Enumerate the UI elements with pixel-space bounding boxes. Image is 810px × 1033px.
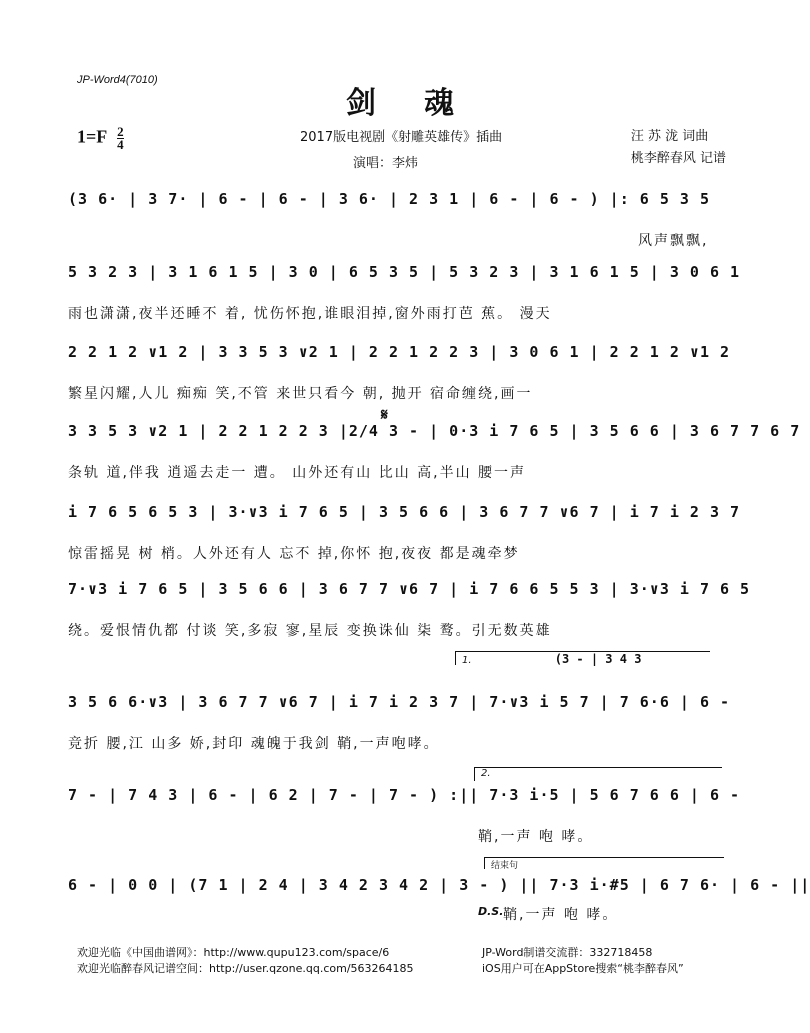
- staff-lyrics: 惊雷摇晃 树 梢。人外还有人 忘不 掉,你怀 抱,夜夜 都是魂牵梦: [68, 546, 520, 562]
- credit-lyrics: 汪 苏 泷 词曲: [630, 129, 709, 144]
- footer-ios: iOS用户可在AppStore搜索“桃李醉春风”: [482, 962, 684, 975]
- staff-2: [68, 263, 741, 355]
- staff-lyrics: 雨也潇潇,夜半还睡不 着, 忧伤怀抱,谁眼泪掉,窗外雨打芭 蕉。 漫天: [68, 306, 552, 322]
- volta-1-intro: (3 - | 3 4 3: [554, 652, 642, 666]
- ds-mark: D.S.: [478, 905, 504, 918]
- staff-notes: i 7 6 5 6 5 3 | 3·∨3 i 7 6 5 | 3 5 6 6 | 3 6 7 7 ∨6 7 | i 7 i 2 3 7: [68, 503, 741, 521]
- staff-notes: 2 2 1 2 ∨1 2 | 3 3 5 3 ∨2 1 | 2 2 1 2 2 3 | 3 0 6 1 | 2 2 1 2 ∨1 2: [68, 343, 731, 361]
- segno-mark: 𝄋: [381, 405, 388, 424]
- staff-4: [68, 422, 801, 514]
- footer-group: JP-Word制谱交流群：332718458: [482, 946, 653, 959]
- staff-notes: (3 6· | 3 7· | 6 - | 6 - | 3 6· | 2 3 1 | 6 - | 6 - ) |: 6 5 3 5: [68, 190, 710, 208]
- staff-lyrics: 鞘,一声 咆 哮。: [503, 907, 619, 923]
- staff-notes: 3 5 6 6·∨3 | 3 6 7 7 ∨6 7 | i 7 i 2 3 7 | 7·∨3 i 5 7 | 7 6·6 | 6 -: [68, 693, 731, 711]
- footer-link-qupu[interactable]: 欢迎光临《中国曲谱网》：http://www.qupu123.com/space/6: [77, 946, 390, 959]
- coda-label: 结束句: [484, 857, 724, 869]
- footer-link-qzone[interactable]: 欢迎光临醉春风记谱空间：http://user.qzone.qq.com/563264185: [77, 962, 414, 975]
- subtitle: 2017版电视剧《射雕英雄传》插曲: [300, 130, 503, 145]
- staff-lyrics: 绕。爱恨情仇都 付谈 笑,多寂 寥,星辰 变换诛仙 柒 鹜。引无数英雄: [68, 623, 552, 639]
- staff-lyrics: 鞘,一声 咆 哮。: [478, 829, 594, 845]
- volta-1-label: 1.: [462, 655, 472, 666]
- volta-1: [455, 651, 710, 665]
- credit-score: 桃李醉春风 记谱: [630, 151, 726, 166]
- staff-notes: 5 3 2 3 | 3 1 6 1 5 | 3 0 | 6 5 3 5 | 5 3 2 3 | 3 1 6 1 5 | 3 0 6 1: [68, 263, 741, 281]
- staff-lyrics: 繁星闪耀,人儿 痴痴 笑,不管 来世只看今 朝, 抛开 宿命缠绕,画一: [68, 386, 533, 402]
- key-label: 1=F: [77, 126, 107, 147]
- footer-left: [77, 945, 414, 977]
- staff-notes: 3 3 5 3 ∨2 1 | 2 2 1 2 2 3 |2/4 3 - | 0·3 i 7 6 5 | 3 5 6 6 | 3 6 7 7 6 7: [68, 422, 801, 440]
- staff-lyrics: 风声飘飘,: [638, 233, 709, 249]
- credits: [631, 126, 726, 170]
- staff-notes: 7 - | 7 4 3 | 6 - | 6 2 | 7 - | 7 - ) :|| 7·3 i·5 | 5 6 7 6 6 | 6 -: [68, 786, 741, 804]
- staff-lyrics: 条轨 道,伴我 逍遥去走一 遭。 山外还有山 比山 高,半山 腰一声: [68, 465, 527, 481]
- footer-right: [482, 945, 684, 977]
- staff-lyrics: 竞折 腰,江 山多 娇,封印 魂魄于我剑 鞘,一声咆哮。: [68, 736, 440, 752]
- software-tag: JP-Word4(7010): [77, 74, 158, 86]
- singer: 演唱：李炜: [353, 156, 419, 171]
- key-signature: [77, 126, 124, 151]
- time-numerator: 2: [117, 124, 124, 139]
- volta-2: 2.: [474, 767, 722, 781]
- staff-notes: 7·∨3 i 7 6 5 | 3 5 6 6 | 3 6 7 7 ∨6 7 | i 7 6 6 5 5 3 | 3·∨3 i 7 6 5: [68, 580, 751, 598]
- staff-notes: 6 - | 0 0 | (7 1 | 2 4 | 3 4 2 3 4 2 | 3 - ) || 7·3 i·#5 | 6 7 6· | 6 - ||: [68, 876, 810, 894]
- page-title: 剑魂: [346, 86, 502, 121]
- time-denominator: 4: [117, 137, 124, 152]
- time-signature: [117, 126, 124, 151]
